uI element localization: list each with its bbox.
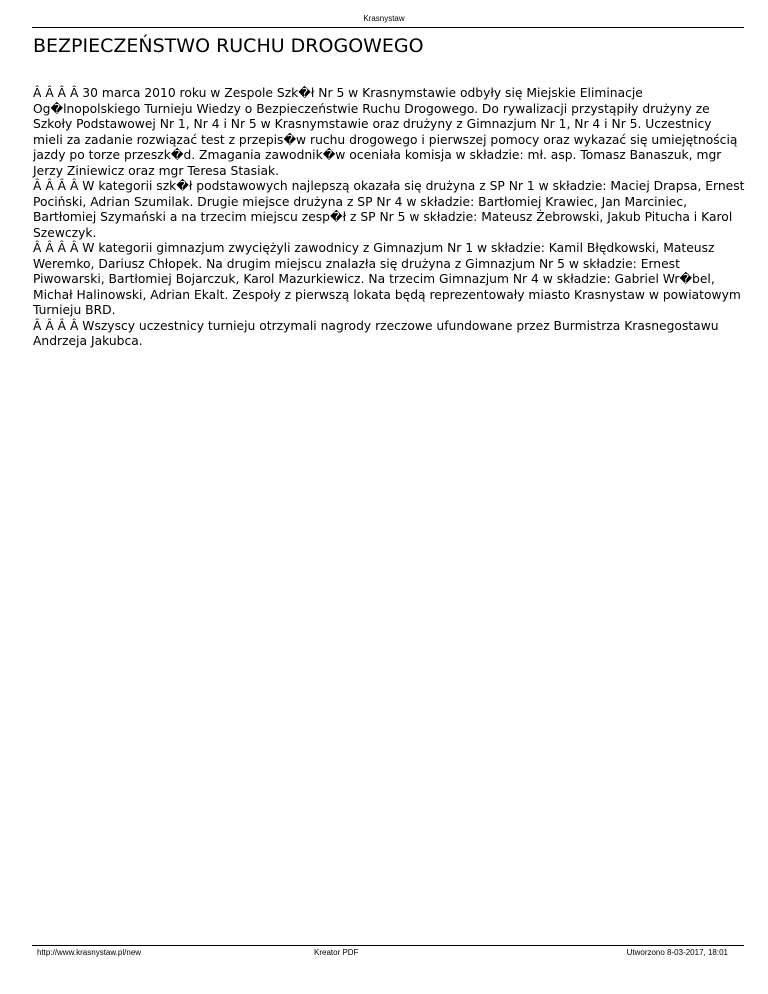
- article-body: [33, 86, 745, 350]
- article-paragraph: Â Â Â Â W kategorii szk�ł podstawowych najlepszą okazała się drużyna z SP Nr 1 w składzie: Maciej Drapsa, Ernest Pociński, Adrian Szumilak. Drugie miejsce drużyna z SP Nr 4 w składzie: Bartłomiej Krawiec, Jan Marciniec, Bartłomiej Szymański a na trzecim miejscu zesp�ł z SP Nr 5 w składzie: Mateusz Żebrowski, Jakub Pitucha i Karol Szewczyk.: [33, 179, 745, 240]
- article-paragraph: Â Â Â Â W kategorii gimnazjum zwyciężyli zawodnicy z Gimnazjum Nr 1 w składzie: Kamil Błędkowski, Mateusz Weremko, Dariusz Chłopek. Na drugim miejscu znalazła się drużyna z Gimnazjum Nr 5 w składzie: Ernest Piwowarski, Bartłomiej Bojarczuk, Karol Mazurkiewicz. Na trzecim Gimnazjum Nr 4 w składzie: Gabriel Wr�bel, Michał Halinowski, Adrian Ekalt. Zespoły z pierwszą lokata będą reprezentowały miasto Krasnystaw w powiatowym Turnieju BRD.: [33, 241, 741, 317]
- footer-url: http://www.krasnystaw.pl/new: [37, 948, 142, 957]
- article-paragraph: Â Â Â Â 30 marca 2010 roku w Zespole Szk�ł Nr 5 w Krasnymstawie odbyły się Miejskie Eliminacje Og�lnopolskiego Turnieju Wiedzy o Bezpieczeństwie Ruchu Drogowego. Do rywalizacji przystąpiły drużyny ze Szkoły Podstawowej Nr 1, Nr 4 i Nr 5 w Krasnymstawie oraz drużyny z Gimnazjum Nr 1, Nr 4 i Nr 5. Uczestnicy mieli za zadanie rozwiązać test z przepis�w ruchu drogowego i pierwszej pomocy oraz wykazać się umiejętnością jazdy po torze przeszk�d. Zmagania zawodnik�w oceniała komisja w składzie: mł. asp. Tomasz Banaszuk, mgr Jerzy Ziniewicz oraz mgr Teresa Stasiak.: [33, 86, 738, 178]
- footer-divider: [32, 945, 744, 946]
- footer-created-date: Utworzono 8-03-2017, 18:01: [626, 948, 728, 957]
- article-title: BEZPIECZEŃSTWO RUCHU DROGOWEGO: [33, 35, 424, 57]
- header-divider: [32, 27, 744, 28]
- footer-generator: Kreator PDF: [314, 948, 359, 957]
- article-paragraph: Â Â Â Â Wszyscy uczestnicy turnieju otrzymali nagrody rzeczowe ufundowane przez Burmistrza Krasnegostawu Andrzeja Jakubca.: [33, 318, 719, 348]
- page-header-site-name: Krasnystaw: [363, 14, 405, 23]
